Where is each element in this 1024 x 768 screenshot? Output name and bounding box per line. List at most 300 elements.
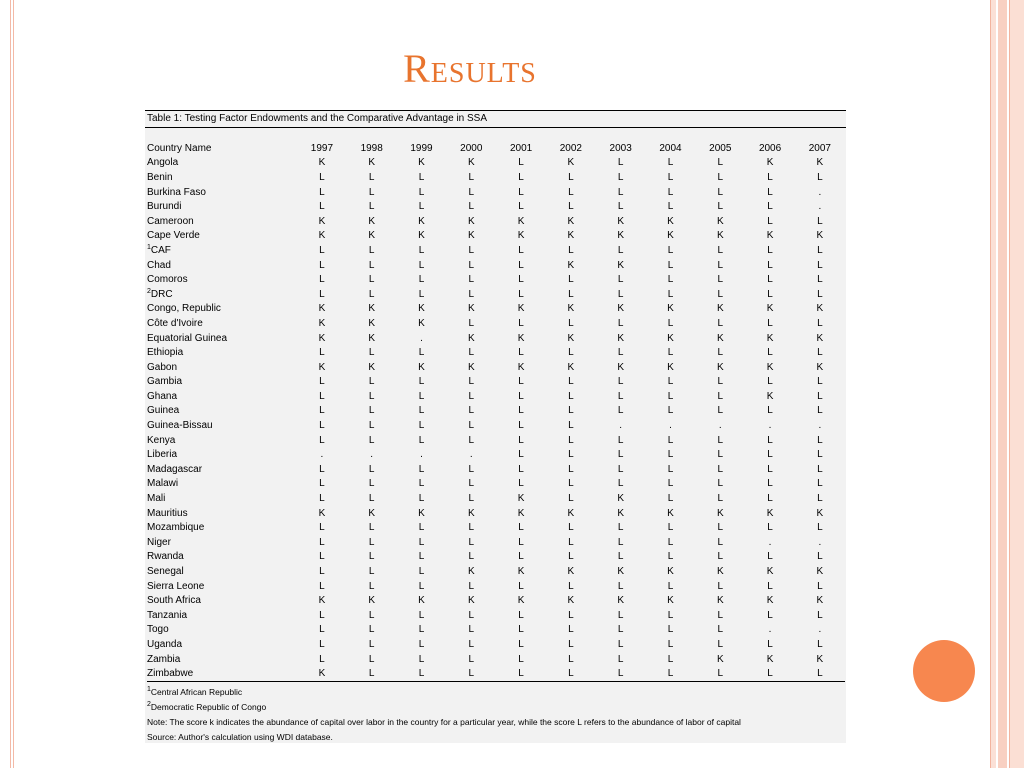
score-cell: L [468, 201, 475, 213]
score-cell: L [468, 463, 475, 475]
score-cell: L [568, 288, 574, 300]
country-name-cell [147, 404, 297, 419]
score-cell: L [319, 201, 325, 213]
score-cell: L [319, 536, 325, 548]
score-cell: L [368, 420, 375, 432]
score-cell: . [669, 420, 672, 432]
score-cell: L [496, 666, 546, 681]
score-cell: L [767, 274, 773, 286]
score-cell: K [617, 507, 625, 519]
score-cell: L [817, 551, 823, 563]
score-cell: L [617, 347, 624, 359]
table-row [147, 229, 845, 244]
score-cell: L [368, 171, 375, 183]
score-cell: L [418, 566, 425, 578]
score-cell: L [817, 434, 823, 446]
table-row [147, 243, 845, 258]
footnote-line [147, 715, 741, 730]
score-cell: L [418, 493, 425, 505]
country-name: Congo, Republic [147, 303, 221, 315]
score-cell: L [767, 317, 773, 329]
table-row [147, 302, 845, 317]
score-cell: K [766, 595, 774, 607]
country-name: Burkina Faso [147, 186, 206, 198]
score-cell: K [517, 566, 525, 578]
score-cell: L [518, 186, 524, 198]
slide-frame-right [990, 0, 1024, 768]
country-name-cell [147, 345, 297, 360]
score-cell: L [368, 522, 375, 534]
score-cell: K [667, 230, 674, 242]
score-cell: . [619, 420, 623, 432]
score-cell: L [568, 638, 574, 650]
score-cell: L [667, 259, 674, 271]
table-row [147, 418, 845, 433]
country-name-cell [147, 258, 297, 273]
table-row [147, 447, 845, 462]
score-cell: K [418, 157, 425, 169]
score-cell: L [667, 171, 674, 183]
score-cell: L [667, 317, 674, 329]
table-row [147, 272, 845, 287]
score-cell: K [368, 157, 376, 169]
score-cell: L [817, 405, 823, 417]
country-name-cell [147, 272, 297, 287]
score-cell: L [319, 522, 325, 534]
score-cell: . [420, 449, 423, 461]
score-cell: L [717, 551, 724, 563]
score-cell: . [818, 624, 822, 636]
score-cell: L [568, 580, 574, 592]
score-cell: K [318, 507, 326, 519]
score-cell: L [717, 638, 724, 650]
score-cell: K [766, 230, 774, 242]
score-cell: L [418, 463, 425, 475]
score-cell: K [617, 595, 625, 607]
score-cell: L [817, 478, 823, 490]
score-cell: L [767, 580, 773, 592]
score-cell: L [368, 405, 375, 417]
score-cell: L [745, 666, 795, 681]
score-cell: . [370, 449, 374, 461]
score-cell: L [319, 274, 325, 286]
score-cell: K [617, 230, 625, 242]
score-cell: L [319, 259, 325, 271]
country-name: Guinea [147, 405, 180, 417]
frame-stripe [1009, 0, 1024, 768]
score-cell: L [418, 536, 425, 548]
score-cell: L [468, 347, 475, 359]
table-row [147, 520, 845, 535]
score-cell: K [766, 157, 774, 169]
score-cell: K [667, 361, 674, 373]
country-name-cell [147, 564, 297, 579]
table-row [147, 287, 845, 302]
score-cell: L [817, 609, 823, 621]
score-cell: L [368, 376, 375, 388]
score-cell: L [418, 390, 425, 402]
table-row [147, 404, 845, 419]
score-cell: L [368, 259, 375, 271]
score-cell: K [517, 493, 525, 505]
score-cell: L [817, 288, 823, 300]
score-cell: L [817, 347, 823, 359]
score-cell: L [667, 405, 674, 417]
score-cell: L [617, 186, 624, 198]
country-name-cell [147, 331, 297, 346]
country-name: Mali [147, 493, 166, 505]
score-cell: L [468, 638, 475, 650]
table-row [147, 535, 845, 550]
country-name: Sierra Leone [147, 580, 205, 592]
score-cell: L [518, 551, 524, 563]
score-cell: K [816, 361, 824, 373]
score-cell: . [768, 420, 772, 432]
score-cell: K [766, 303, 774, 315]
score-cell: L [617, 449, 624, 461]
score-cell: L [767, 215, 773, 227]
country-name: Zambia [147, 653, 181, 665]
score-cell: L [518, 405, 524, 417]
country-name-cell [147, 360, 297, 375]
table-row [147, 433, 845, 448]
score-cell: L [368, 609, 375, 621]
score-cell: L [418, 638, 425, 650]
country-name-cell [147, 316, 297, 331]
score-cell: K [766, 507, 774, 519]
score-cell: K [617, 493, 625, 505]
frame-stripe [990, 0, 996, 768]
score-cell: K [766, 332, 774, 344]
score-cell: L [617, 244, 624, 256]
score-cell: L [717, 376, 724, 388]
score-cell: L [518, 288, 524, 300]
score-cell: L [717, 186, 724, 198]
score-cell: L [767, 376, 773, 388]
country-name: Benin [147, 171, 173, 183]
country-name-cell [147, 535, 297, 550]
country-name: Ethiopia [147, 347, 184, 359]
score-cell: L [568, 536, 574, 548]
score-cell: L [568, 405, 574, 417]
score-cell: L [717, 171, 724, 183]
score-cell: . [718, 420, 722, 432]
score-cell: L [418, 624, 425, 636]
country-name-cell [147, 287, 297, 302]
score-cell: L [717, 580, 724, 592]
score-cell: K [467, 303, 475, 315]
score-cell: L [617, 580, 624, 592]
score-cell: L [468, 609, 475, 621]
score-cell: L [667, 551, 674, 563]
score-cell: K [418, 230, 425, 242]
score-cell: L [418, 201, 425, 213]
country-name: Senegal [147, 566, 184, 578]
country-name: Cape Verde [147, 230, 200, 242]
score-cell: . [420, 332, 423, 344]
score-cell: L [817, 274, 823, 286]
score-cell: L [568, 171, 574, 183]
score-cell: K [567, 507, 575, 519]
score-cell: L [695, 666, 745, 681]
score-cell: L [568, 376, 574, 388]
score-cell: L [568, 274, 574, 286]
score-cell: L [767, 493, 773, 505]
score-cell: K [567, 230, 575, 242]
score-cell: L [319, 609, 325, 621]
score-cell: L [817, 317, 823, 329]
score-cell: L [717, 434, 724, 446]
country-name-cell [147, 491, 297, 506]
score-cell: K [617, 259, 625, 271]
score-cell: L [817, 463, 823, 475]
score-cell: L [319, 624, 325, 636]
results-table [147, 141, 845, 682]
score-cell: L [717, 536, 724, 548]
score-cell: K [318, 303, 326, 315]
score-cell: L [767, 609, 773, 621]
country-name-cell [147, 593, 297, 608]
score-cell: L [717, 244, 724, 256]
score-cell: L [468, 522, 475, 534]
score-cell: K [368, 303, 376, 315]
score-cell: K [816, 653, 824, 665]
score-cell: L [518, 522, 524, 534]
score-cell: K [567, 303, 575, 315]
score-cell: K [617, 303, 625, 315]
score-cell: L [468, 624, 475, 636]
score-cell: L [518, 347, 524, 359]
country-name-cell [147, 170, 297, 185]
score-cell: L [319, 580, 325, 592]
score-cell: L [568, 449, 574, 461]
score-cell: K [318, 317, 326, 329]
score-cell: L [418, 274, 425, 286]
score-cell: K [667, 507, 674, 519]
footnote-text: Democratic Republic of Congo [150, 702, 267, 712]
score-cell: L [468, 288, 475, 300]
score-cell: K [567, 332, 575, 344]
score-cell: K [467, 230, 475, 242]
score-cell: . [768, 624, 772, 636]
score-cell: L [817, 171, 823, 183]
score-cell: L [817, 215, 823, 227]
score-cell: L [319, 186, 325, 198]
score-cell: L [568, 609, 574, 621]
score-cell: K [467, 215, 475, 227]
score-cell: L [397, 666, 447, 681]
score-cell: L [717, 259, 724, 271]
country-name: Cameroon [147, 215, 194, 227]
footnote-text: Central African Republic [150, 687, 243, 697]
score-cell: L [468, 536, 475, 548]
score-cell: L [767, 478, 773, 490]
score-cell: L [717, 201, 724, 213]
table-row [147, 375, 845, 390]
score-cell: L [518, 244, 524, 256]
score-cell: L [817, 390, 823, 402]
score-cell: L [518, 638, 524, 650]
table-row [147, 608, 845, 623]
score-cell: K [567, 259, 575, 271]
score-cell: L [596, 666, 646, 681]
table-row [147, 491, 845, 506]
score-cell: L [817, 522, 823, 534]
country-name-cell [147, 447, 297, 462]
score-cell: K [716, 566, 724, 578]
score-cell: L [717, 405, 724, 417]
score-cell: L [468, 171, 475, 183]
country-name-cell [147, 608, 297, 623]
column-header-year: 1998 [360, 142, 383, 154]
score-cell: L [568, 522, 574, 534]
score-cell: L [817, 449, 823, 461]
country-name-cell [147, 477, 297, 492]
country-name: Togo [147, 624, 169, 636]
score-cell: L [617, 390, 624, 402]
score-cell: L [319, 171, 325, 183]
score-cell: L [418, 420, 425, 432]
score-cell: K [567, 566, 575, 578]
country-name-cell [147, 623, 297, 638]
score-cell: L [667, 580, 674, 592]
score-cell: L [667, 347, 674, 359]
table-row [147, 593, 845, 608]
score-cell: L [717, 463, 724, 475]
score-cell: L [617, 551, 624, 563]
frame-stripe [998, 0, 1007, 768]
score-cell: K [418, 507, 425, 519]
country-name-cell [147, 637, 297, 652]
column-header-year: 2001 [509, 142, 533, 154]
score-cell: L [518, 201, 524, 213]
score-cell: K [816, 230, 824, 242]
country-name: Chad [147, 259, 171, 271]
score-cell: L [646, 666, 696, 681]
score-cell: L [667, 434, 674, 446]
score-cell: K [766, 566, 774, 578]
country-name: Zimbabwe [147, 668, 194, 680]
score-cell: L [468, 244, 475, 256]
score-cell: L [617, 317, 624, 329]
score-cell: L [717, 522, 724, 534]
score-cell: L [518, 624, 524, 636]
score-cell: K [667, 303, 674, 315]
column-header-country: Country Name [147, 142, 212, 154]
footnote-text: Source: Author's calculation using WDI database. [147, 732, 333, 742]
country-name: Niger [147, 536, 171, 548]
score-cell: L [319, 288, 325, 300]
score-cell: L [319, 405, 325, 417]
country-name-cell [147, 462, 297, 477]
table-row [147, 579, 845, 594]
score-cell: K [467, 361, 475, 373]
score-cell: L [319, 420, 325, 432]
score-cell: K [467, 507, 475, 519]
score-cell: L [518, 434, 524, 446]
country-name-cell [147, 214, 297, 229]
score-cell: L [667, 157, 674, 169]
score-cell: . [469, 449, 473, 461]
score-cell: L [717, 288, 724, 300]
score-cell: L [418, 259, 425, 271]
country-name: Rwanda [147, 551, 184, 563]
score-cell: L [617, 434, 624, 446]
score-cell: L [617, 522, 624, 534]
country-name-cell [147, 550, 297, 565]
score-cell: K [318, 595, 326, 607]
score-cell: L [667, 274, 674, 286]
score-cell: K [716, 507, 724, 519]
score-cell: L [568, 478, 574, 490]
score-cell: L [667, 653, 674, 665]
score-cell: K [667, 215, 674, 227]
score-cell: L [667, 638, 674, 650]
score-cell: L [518, 478, 524, 490]
score-cell: K [716, 653, 724, 665]
country-name-cell [147, 375, 297, 390]
score-cell: L [368, 244, 375, 256]
score-cell: L [717, 493, 724, 505]
column-header-year: 2005 [709, 142, 732, 154]
footnote-marker: 1 [147, 686, 151, 693]
country-name-cell [147, 433, 297, 448]
table-row [147, 477, 845, 492]
score-cell: L [368, 274, 375, 286]
column-header-year: 1997 [310, 142, 334, 154]
score-cell: L [546, 666, 596, 681]
score-cell: K [667, 566, 674, 578]
score-cell: L [368, 566, 375, 578]
table-body [147, 156, 845, 682]
score-cell: K [368, 332, 376, 344]
score-cell: L [617, 638, 624, 650]
country-name-cell [147, 389, 297, 404]
score-cell: K [766, 653, 774, 665]
score-cell: L [568, 317, 574, 329]
score-cell: L [418, 171, 425, 183]
score-cell: L [468, 580, 475, 592]
score-cell: L [368, 463, 375, 475]
score-cell: L [717, 390, 724, 402]
score-cell: L [667, 244, 674, 256]
score-cell: K [368, 317, 376, 329]
column-header-year: 1999 [410, 142, 433, 154]
table-caption: Table 1: Testing Factor Endowments and the Comparative Advantage in SSA [147, 113, 488, 124]
score-cell: L [368, 551, 375, 563]
score-cell: L [817, 259, 823, 271]
score-cell: K [766, 390, 774, 402]
country-name-cell [147, 229, 297, 244]
score-cell: L [319, 463, 325, 475]
score-cell: L [518, 420, 524, 432]
country-name: Equatorial Guinea [147, 332, 228, 344]
score-cell: . [320, 449, 324, 461]
score-cell: L [617, 478, 624, 490]
score-cell: L [667, 449, 674, 461]
score-cell: L [518, 317, 524, 329]
score-cell: L [418, 551, 425, 563]
score-cell: L [568, 347, 574, 359]
table-row [147, 214, 845, 229]
score-cell: L [767, 522, 773, 534]
score-cell: K [368, 595, 376, 607]
table-footnotes [147, 685, 741, 745]
score-cell: K [418, 317, 425, 329]
score-cell: L [617, 157, 624, 169]
score-cell: L [368, 201, 375, 213]
score-cell: K [667, 332, 674, 344]
